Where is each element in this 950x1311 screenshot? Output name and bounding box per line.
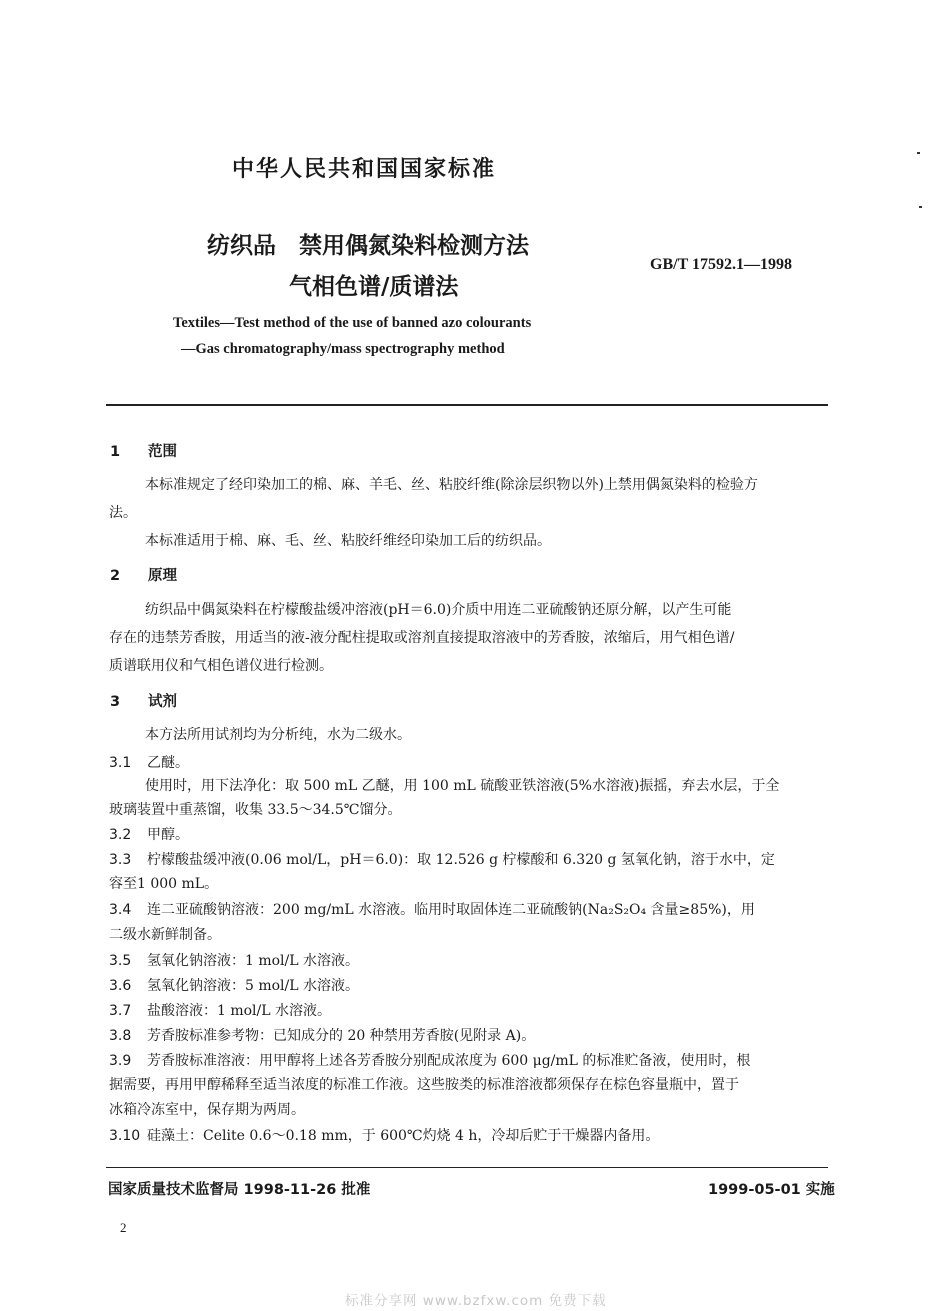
watermark-text: 标准分享网 www.bzfxw.com 免费下载 — [345, 1293, 607, 1309]
scan-speck — [917, 152, 920, 154]
section-3-heading — [110, 690, 177, 711]
reagent-item — [109, 752, 189, 772]
section-3-intro: 本方法所用试剂均为分析纯，水为二级水。 — [145, 727, 411, 743]
implementation-date: 1999-05-01 实施 — [708, 1182, 835, 1198]
header-divider — [106, 404, 828, 406]
reagent-item — [109, 1025, 535, 1045]
reagent-number: 3.9 — [109, 1053, 132, 1069]
section-1-para2: 本标准适用于棉、麻、毛、丝、粘胶纤维经印染加工后的纺织品。 — [145, 533, 551, 549]
reagent-number: 3.6 — [109, 978, 132, 994]
reagent-text: 芳香胺标准溶液：用甲醇将上述各芳香胺分别配成浓度为 600 μg/mL 的标准贮备液，使用时，根 — [147, 1053, 751, 1069]
section-2-heading — [110, 564, 177, 585]
section-1-title: 范围 — [148, 444, 177, 460]
section-1-number: 1 — [110, 444, 121, 460]
reagent-item — [109, 899, 755, 919]
reagent-item — [109, 950, 359, 970]
reagent-number: 3.1 — [109, 755, 132, 771]
reagent-number: 3.8 — [109, 1028, 132, 1044]
section-2-title: 原理 — [148, 568, 177, 584]
section-2-para-line3: 质谱联用仪和气相色谱仪进行检测。 — [109, 658, 333, 674]
section-2-para-line1: 纺织品中偶氮染料在柠檬酸盐缓冲溶液(pH＝6.0)介质中用连二亚硫酸钠还原分解，以产生可能 — [145, 602, 732, 618]
reagent-line: 据需要，再用甲醇稀释至适当浓度的标准工作液。这些胺类的标准溶液都须保存在棕色容量瓶中，置于 — [109, 1077, 739, 1093]
reagent-item — [109, 849, 775, 869]
title-chinese-line1: 纺织品 禁用偶氮染料检测方法 — [207, 233, 529, 259]
standard-number: GB/T 17592.1—1998 — [650, 256, 792, 273]
page-number: 2 — [120, 1220, 127, 1235]
section-1-para1-line1: 本标准规定了经印染加工的棉、麻、羊毛、丝、粘胶纤维(除涂层织物以外)上禁用偶氮染料的检验方 — [145, 477, 758, 493]
reagent-text: 芳香胺标准参考物：已知成分的 20 种禁用芳香胺(见附录 A)。 — [147, 1028, 536, 1044]
scan-speck — [919, 206, 922, 208]
reagent-item — [109, 975, 359, 995]
approval-date: 国家质量技术监督局 1998-11-26 批准 — [108, 1182, 371, 1198]
reagent-number: 3.4 — [109, 902, 132, 918]
title-english-line1: Textiles—Test method of the use of banned azo colourants — [173, 315, 532, 331]
footer-divider — [106, 1167, 828, 1168]
issuing-body: 中华人民共和国国家标准 — [232, 157, 497, 182]
reagent-text: 乙醚。 — [147, 755, 189, 771]
reagent-number: 3.10 — [109, 1128, 141, 1144]
reagent-number: 3.7 — [109, 1003, 132, 1019]
reagent-line: 二级水新鲜制备。 — [109, 927, 221, 943]
reagent-line: 玻璃装置中重蒸馏，收集 33.5～34.5℃馏分。 — [109, 802, 402, 818]
title-chinese-line2: 气相色谱/质谱法 — [289, 274, 459, 300]
section-1-para1-line2: 法。 — [109, 505, 137, 521]
reagent-number: 3.3 — [109, 852, 132, 868]
reagent-text: 盐酸溶液：1 mol/L 水溶液。 — [147, 1003, 332, 1019]
reagent-item — [109, 1000, 331, 1020]
section-1-heading — [110, 440, 177, 461]
reagent-number: 3.5 — [109, 953, 132, 969]
section-3-number: 3 — [110, 694, 121, 710]
reagent-item — [109, 1050, 750, 1070]
reagent-number: 3.2 — [109, 827, 132, 843]
reagent-text: 氢氧化钠溶液：1 mol/L 水溶液。 — [147, 953, 360, 969]
reagent-line: 容至1 000 mL。 — [109, 876, 219, 892]
reagent-text: 连二亚硫酸钠溶液：200 mg/mL 水溶液。临用时取固体连二亚硫酸钠(Na₂S₂O₄ 含量≥85%)，用 — [147, 902, 755, 918]
section-2-para-line2: 存在的违禁芳香胺，用适当的液-液分配柱提取或溶剂直接提取溶液中的芳香胺，浓缩后，用气相色谱/ — [109, 630, 735, 646]
reagent-item — [109, 824, 189, 844]
reagent-text: 氢氧化钠溶液：5 mol/L 水溶液。 — [147, 978, 360, 994]
reagent-text: 硅藻土：Celite 0.6～0.18 mm，于 600℃灼烧 4 h，冷却后贮于干燥器内备用。 — [147, 1128, 660, 1144]
reagent-line: 使用时，用下法净化：取 500 mL 乙醚，用 100 mL 硫酸亚铁溶液(5%水溶液)振摇，弃去水层，于全 — [145, 778, 780, 794]
reagent-text: 甲醇。 — [147, 827, 189, 843]
reagent-item — [109, 1125, 659, 1145]
section-3-title: 试剂 — [148, 694, 177, 710]
reagent-text: 柠檬酸盐缓冲液(0.06 mol/L，pH＝6.0)：取 12.526 g 柠檬酸和 6.320 g 氢氧化钠，溶于水中，定 — [147, 852, 775, 868]
reagent-line: 冰箱冷冻室中，保存期为两周。 — [109, 1102, 305, 1118]
title-english-line2: —Gas chromatography/mass spectrography method — [181, 341, 505, 357]
section-2-number: 2 — [110, 568, 121, 584]
